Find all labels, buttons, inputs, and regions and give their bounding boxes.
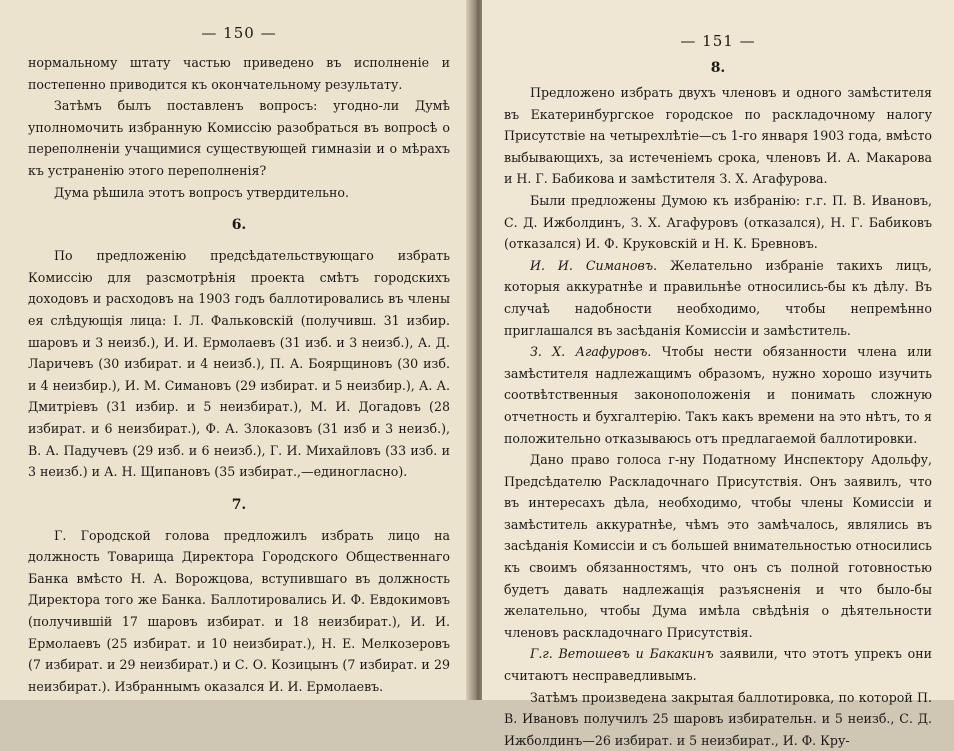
page-number-left: — 150 — <box>201 24 277 42</box>
speaker-name: Г.г. Ветошевъ и Бакакинъ <box>530 646 714 662</box>
paragraph: Дума рѣшила этотъ вопросъ утвердительно. <box>54 184 349 200</box>
section-heading-7: 7. <box>231 496 247 513</box>
paragraph <box>504 341 932 449</box>
speaker-name: И. И. Симановъ. <box>530 257 658 273</box>
right-page <box>482 0 954 748</box>
paragraph: Дано право голоса г-ну Податному Инспектору Адольфу, Предсѣдателю Раскладочнаго Присутствія. Онъ заявилъ, что въ интересахъ дѣла, необходимо, чтобы члены Комиссіи и замѣститель аккуратнѣе, чѣмъ это замѣчалось, являлись въ засѣданія Комиссіи и съ большей внимательностью относились къ своимъ обязанностямъ, что онъ съ полной готовностью будетъ давать надлежащія разъясненія и что было-бы желательно, чтобы Дума имѣла свѣдѣнія о дѣятельности членовъ раскладочнаго Присутствія. <box>504 452 932 640</box>
paragraph: Г. Городской голова предложилъ избрать лицо на должность Товарища Директора Городского Общественнаго Банка вмѣсто Н. А. Ворожцова, вступившаго въ должность Директора того же Банка. Баллотировались И. Ф. Евдокимовъ (получившій 17 шаровъ избират. и 18 неизбират.), И. И. Ермолаевъ (25 избират. и 10 неизбират.), Н. Е. Мелкозеровъ (7 избират. и 29 неизбират.) и С. О. Козицынъ (7 избират. и 29 неизбират.). Избраннымъ оказался И. И. Ермолаевъ. <box>28 527 450 694</box>
section-heading-8: 8. <box>710 60 726 76</box>
speech-text: заявили, что этотъ упрекъ они считаютъ несправедливымъ. <box>504 646 933 684</box>
paragraph: Предложено избрать двухъ членовъ и одного замѣстителя въ Екатеринбургское городское по раскладочному налогу Присутствіе на четырехлѣтіе—съ 1-го января 1903 года, вмѣсто выбывающихъ, за истеченіемъ срока, членовъ И. А. Макарова и Н. Г. Бабикова и замѣстителя З. Х. Агафурова. <box>504 85 932 187</box>
paragraph: По предложенію предсѣдательствующаго избрать Комиссію для разсмотрѣнія проекта смѣтъ городскихъ доходовъ и расходовъ на 1903 годъ баллотировались въ члены ея слѣдующія лица: I. Л. Фальковскій (получивш. 31 избир. шаровъ и 3 неизб.), И. И. Ермолаевъ (31 изб. и 3 неизб.), А. Д. Ларичевъ (30 избират. и 4 неизб.), П. А. Боярщиновъ (30 изб. и 4 неизбир.), И. М. Симановъ (29 избират. и 5 неизбир.), А. А. Дмитріевъ (31 избир. и 5 неизбират.), М. И. Догадовъ (28 избират. и 6 неизбират.), Ф. А. Злоказовъ (31 изб и 3 неизб.), В. А. Падучевъ (29 изб. и 6 неизб.), Г. И. Михайловъ (33 изб. и 3 неизб.) и А. Н. Щипановъ (35 избират.,—единогласно). <box>28 248 450 480</box>
paragraph <box>504 255 932 341</box>
left-page <box>0 0 472 700</box>
paragraph: нормальному штату частью приведено въ исполненіе и постепенно приводится къ окончательному результату. <box>28 55 450 92</box>
section-heading-6: 6. <box>231 217 247 234</box>
page-number-right: — 151 — <box>680 32 756 50</box>
paragraph: Были предложены Думою къ избранію: г.г. П. В. Ивановъ, С. Д. Ижболдинъ, З. Х. Агафуровъ (отказался), Н. Г. Бабиковъ (отказался) И. Ф. Круковскій и Н. К. Бревновъ. <box>504 192 932 252</box>
paragraph: Затѣмъ произведена закрытая баллотировка, по которой П. В. Ивановъ получилъ 25 шаровъ избирательн. и 5 неизб., С. Д. Ижболдинъ—26 избират. и 5 неизбират., И. Ф. Кру- <box>504 689 932 748</box>
paragraph: Затѣмъ былъ поставленъ вопросъ: угодно-ли Думѣ уполномочить избранную Комиссію разобраться въ вопросѣ о переполненіи учащимися существующей гимназіи и о мѣрахъ къ устраненію этого переполненія? <box>28 98 450 178</box>
speech-text: Желательно избраніе такихъ лицъ, которыя аккуратнѣе и правильнѣе относились-бы къ дѣлу. Въ случаѣ надобности необходимо, чтобы непремѣнно приглашался въ засѣданія Комиссіи и замѣститель. <box>504 257 933 338</box>
speech-text: Чтобы нести обязанности члена или замѣстителя надлежащимъ образомъ, нужно хорошо изучить соотвѣтственныя законоположенія и понимать сложную отчетность и бухгалтерію. Такъ какъ времени на это нѣтъ, то я положительно отказываюсь отъ предлагаемой баллотировки. <box>504 344 932 446</box>
speaker-name: З. Х. Агафуровъ. <box>530 344 652 360</box>
paragraph <box>504 643 932 686</box>
